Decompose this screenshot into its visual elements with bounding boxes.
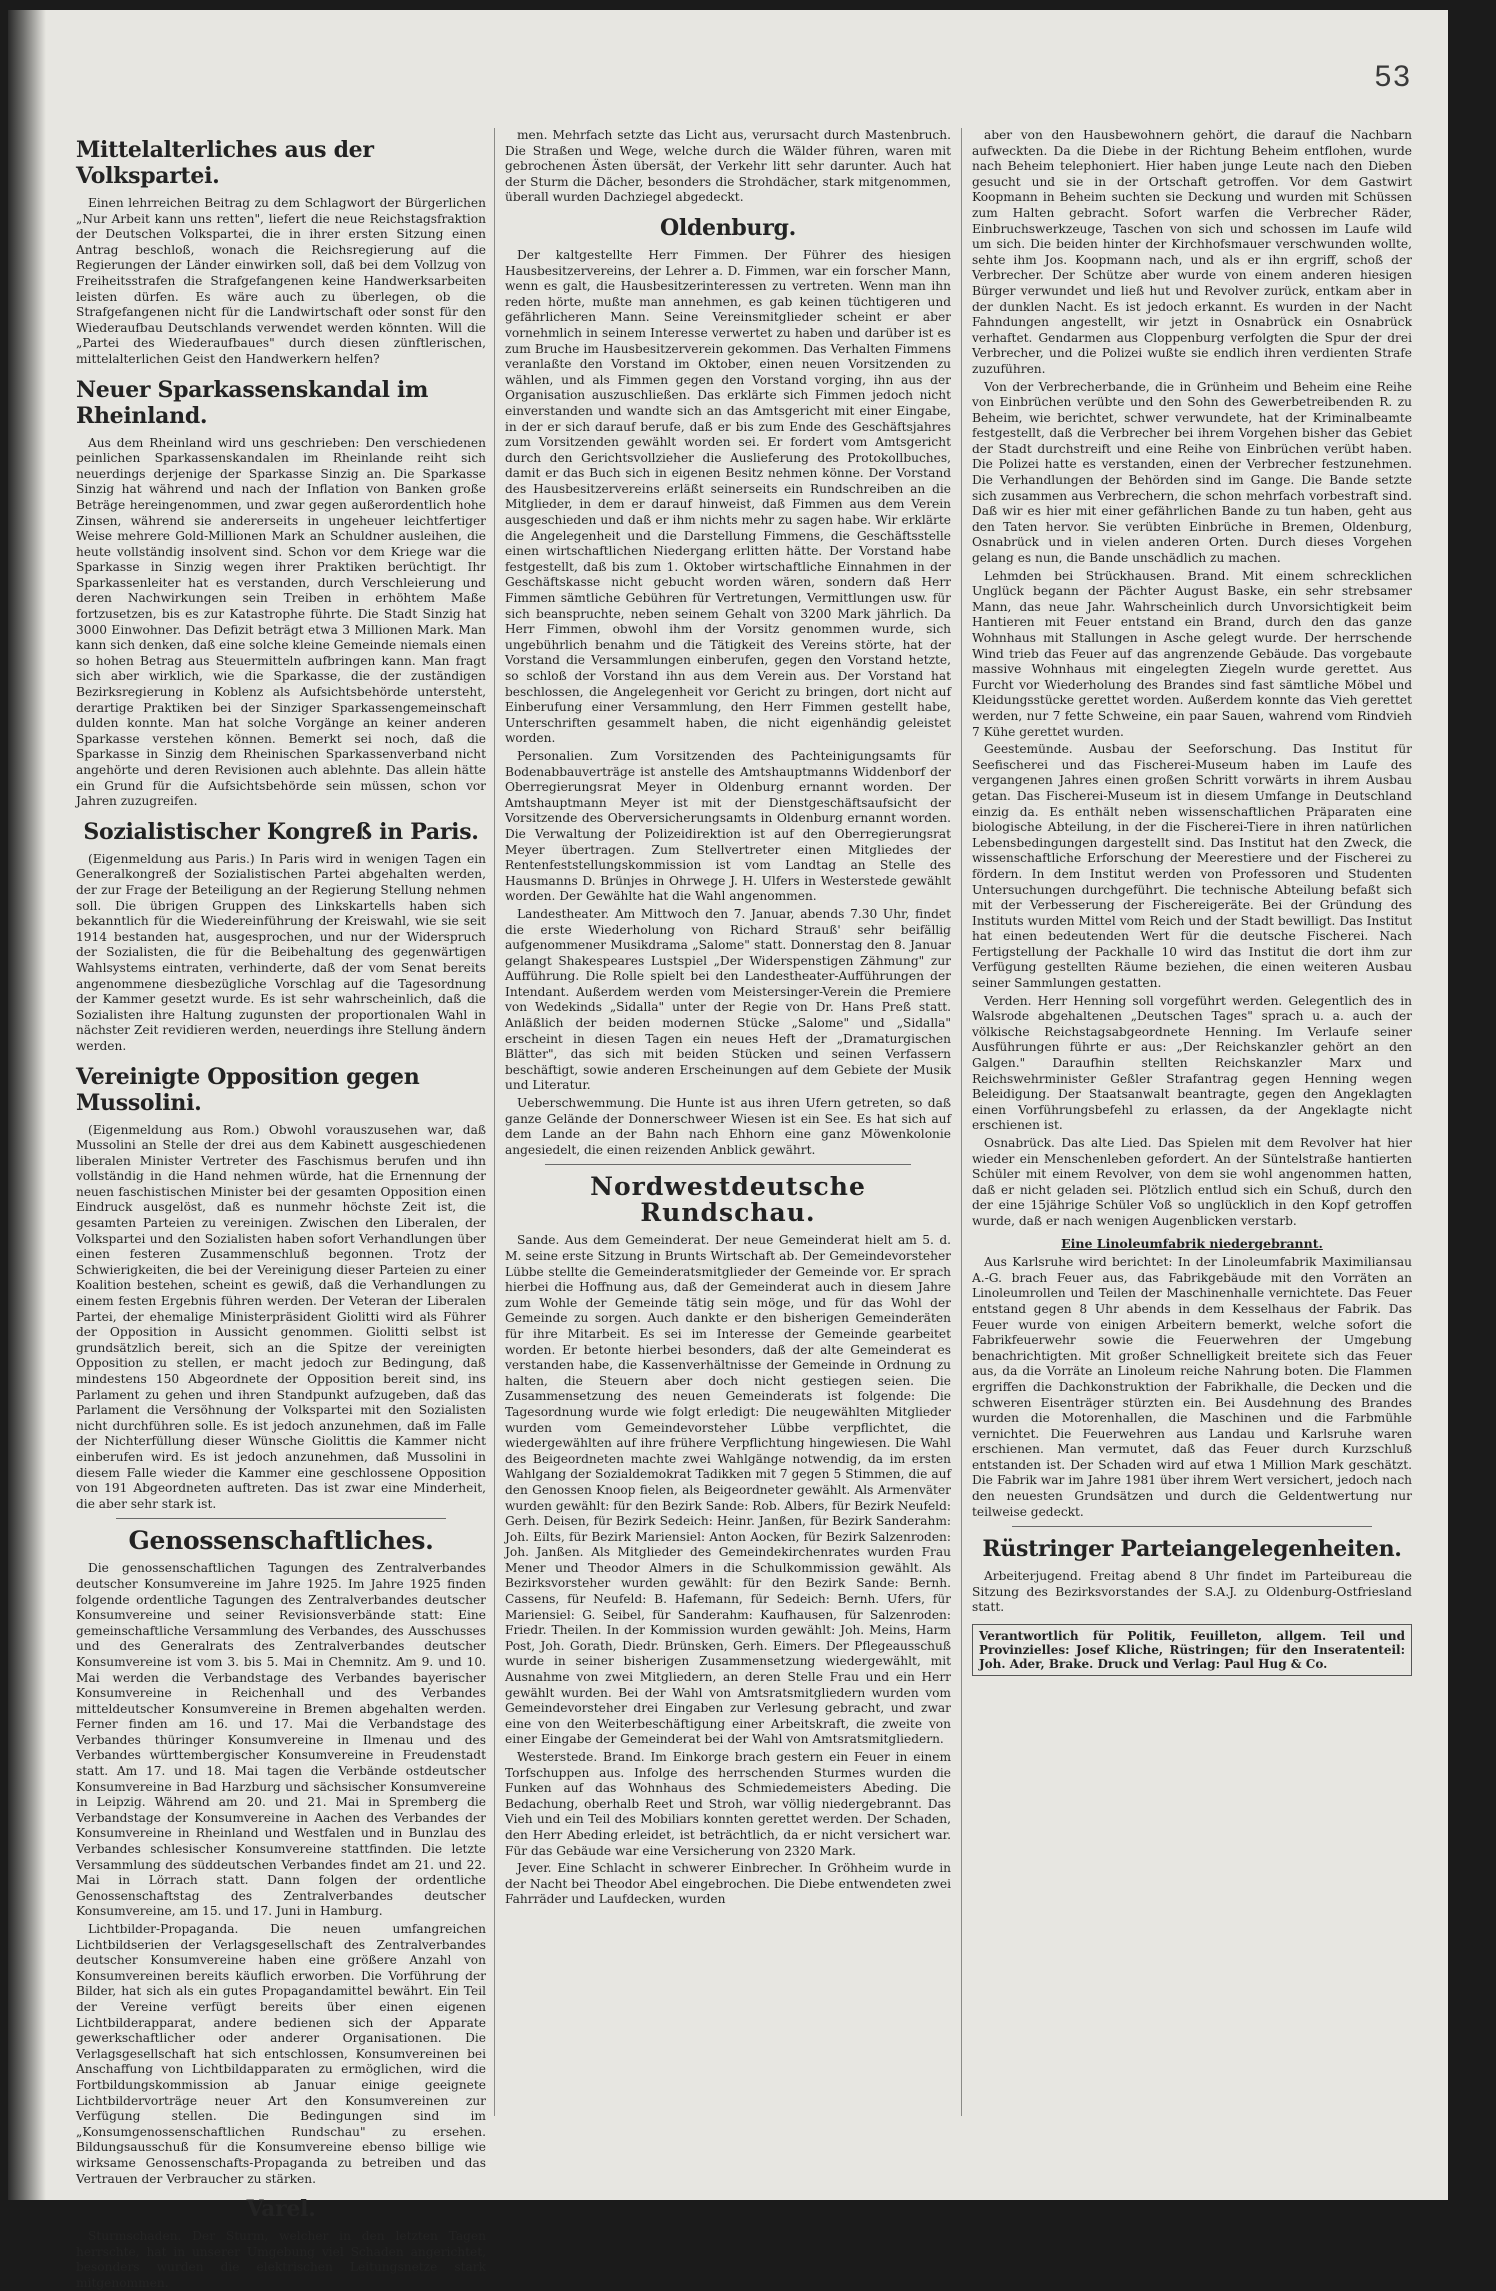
separator — [1012, 1526, 1372, 1527]
headline-linoleum: Eine Linoleumfabrik niedergebrannt. — [1061, 1235, 1323, 1251]
headline-mittelalter: Mittelalterliches aus der Volkspartei. — [76, 137, 374, 189]
page-number: 53 — [1374, 60, 1412, 93]
headline-nordwest: Nordwestdeutsche Rundschau. — [590, 1172, 866, 1228]
page-binding-edge — [8, 10, 46, 2200]
article-genossen-1: Die genossenschaftlichen Tagungen des Zentralverbandes deutscher Konsumvereine im Jahre 1925. Im Jahre 1925 finden folgende ordentliche Tagungen des Zentralverbandes deutscher Konsumvereine und seiner Revisionsverbände statt: Eine gemeinschaftliche Versammlung des Verbandes, des Ausschusses und des Generalrats des Zentralverbandes deutscher Konsumvereine ist vom 3. bis 5. Mai in Chemnitz. Am 9. und 10. Mai werden die Verbandstage des Verbandes bayerischer Konsumvereine in Reichenhall und des Verbandes mitteldeutscher Konsumvereine in Bremen abgehalten werden. Ferner finden am 16. und 17. Mai die Verbandstage des Verbandes thüringer Konsumvereine in Ilmenau und des Verbandes württembergischer Konsumvereine in Freudenstadt statt. Am 17. und 18. Mai tagen die Verbände ostdeutscher Konsumvereine in Bad Harzburg und sächsischer Konsumvereine in Leipzig. Während am 20. und 21. Mai in Spremberg die Verbandstage der Konsumvereine in Aachen des Verbandes der Konsumvereine in Rheinland und Westfalen und in Bunzlau des Verbandes schlesischer Konsumvereine stattfinden. Die letzte Versammlung des süddeutschen Verbandes findet am 21. und 22. Mai in Lörrach statt. Dann folgen der ordentliche Genossenschaftstag des Zentralverbandes deutscher Konsumvereine, am 15. und 17. Juni in Hamburg. — [76, 1561, 486, 1919]
column-2 — [505, 128, 951, 2130]
column-rule — [494, 128, 495, 2116]
headline-oldenburg: Oldenburg. — [660, 214, 796, 241]
headline-ruestringer: Rüstringer Parteiangelegenheiten. — [982, 1536, 1402, 1563]
column-1 — [76, 128, 486, 2290]
separator — [545, 1164, 911, 1165]
article-kongress: (Eigenmeldung aus Paris.) In Paris wird in wenigen Tagen ein Generalkongreß der Sozialistischen Partei abgehalten werden, der zur Frage der Beteiligung an der Regierung Stellung nehmen soll. Die übrigen Gruppen des Linkskartells haben sich bekanntlich für die Wiedereinführung der Kreiswahl, wie sie seit 1914 bestanden hat, ausgesprochen, und nur der Widerspruch der Sozialisten, die für die Beibehaltung des gegenwärtigen Wahlsystems eintraten, verhinderte, daß der vom Senat bereits angenommene diesbezügliche Vorschlag auf die Tagesordnung der Kammer gesetzt wurde. Es ist sehr wahrscheinlich, daß die Sozialisten ihre Haltung zugunsten der proportionalen Wahl in nächster Zeit revidieren werden, neuerdings ihre Stellung ändern werden. — [76, 851, 486, 1053]
article-verbrecherbande: Von der Verbrecherbande, die in Grünheim und Beheim eine Reihe von Einbrüchen verübte und den Sohn des Gewerbetreibenden R. zu Beheim, wie berichtet, schwer verwundete, hat der Kriminalbeamte festgestellt, daß die Verbrecher bei ihrem Vorgehen bisher das Gebiet der Stadt durchstreift und eine Reihe von Einbrüchen verübt haben. Die Polizei hatte es verstanden, einen der Verbrecher festzunehmen. Die Verhandlungen der Behörden sind im Gange. Die Bande setzte sich zusammen aus Verbrechern, die schon mehrfach vorbestraft sind. Daß wir es hier mit einer gefährlichen Bande zu tun haben, geht aus den Taten hervor. Sie verübten Einbrüche in Bremen, Oldenburg, Osnabrück und in vielen anderen Orten. Durch dieses Vorgehen gelang es nun, die Bande unschädlich zu machen. — [972, 379, 1412, 566]
article-westerstede: Westerstede. Brand. Im Einkorge brach gestern ein Feuer in einem Torfschuppen aus. Infolge des herrschenden Sturmes wurden die Funken auf das Wohnhaus des Schmiedemeisters Abeding. Die Bedachung, oberhalb Reet und Stroh, war völlig niedergebrannt. Das Vieh und ein Teil des Mobiliars konnten gerettet werden. Der Schaden, den Herr Abeding erleidet, ist beträchtlich, da er nicht versichert war. Für das Gebäude war eine Versicherung von 2320 Mark. — [505, 1750, 951, 1858]
article-personalien: Personalien. Zum Vorsitzenden des Pachteinigungsamts für Bodenabbauverträge ist anstelle des Amtshauptmanns Widdenborf der Oberregierungsrat Meyer in Oldenburg ernannt worden. Der Amtshauptmann Meyer ist mit der Dienstgeschäftsaufsicht der Vorsitzende des Oberversicherungsamts in Oldenburg ernannt worden. Die Verwaltung der Polizeidirektion ist auf den Oberregierungsrat Meyer übertragen. Zum Stellvertreter einen Mitgliedes der Rentenfeststellungskommission ist vom Landtag an Stelle des Hausmanns D. Brünjes in Ohrwege J. H. Ulfers in Westerstede gewählt worden. Der Gewählte hat die Wahl angenommen. — [505, 748, 951, 904]
headline-genossen: Genossenschaftliches. — [128, 1526, 434, 1556]
article-fimmen: Der kaltgestellte Herr Fimmen. Der Führer des hiesigen Hausbesitzervereins, der Lehrer a. D. Fimmen, war ein forscher Mann, wenn es galt, die Hausbesitzerinteressen zu vertreten. Wenn man ihn reden hörte, mußte man annehmen, es gab keinen tüchtigeren und gefährlicheren Mann. Seine Vereinsmitglieder scheint er aber vornehmlich in seinem Interesse verwertet zu haben und darüber ist es zum Bruche im Hausbesitzerverein gekommen. Das Verhalten Fimmens veranlaßte den Vorstand im Oktober, einen neuen Vorsitzenden zu wählen, und als Fimmen gegen den Vorstand vorging, ihn aus der Organisation auszuschließen. Das erklärte sich Fimmen jedoch nicht einverstanden und wandte sich an das Amtsgericht mit einer Eingabe, in der er sich darauf berufe, daß er bis zum Ende des Geschäftsjahres zum Vorsitzenden gewählt worden sei. Er fordert vom Amtsgericht durch den Gerichtsvollzieher die Auslieferung des Protokollbuches, damit er das Buch sich in eigenen Besitz nehmen könne. Der Vorstand des Hausbesitzervereins erläßt seinerseits ein Rundschreiben an die Mitglieder, in dem er darauf hinweist, daß Fimmen aus dem Verein ausgeschieden und daß er ihm nichts mehr zu sagen habe. Wir erklärte die Angelegenheit und die Darstellung Fimmens, die Geschäftsstelle einen wirtschaftlichen Niedergang erlitten hätte. Der Vorstand habe festgestellt, daß bis zum 1. Oktober wirtschaftliche Einnahmen in der Geschäftskasse nicht gebucht worden wären, sondern daß Herr Fimmen sämtliche Gebühren für Vertretungen, Vermittlungen usw. für sich beanspruchte, neben seinem Gehalt von 3200 Mark jährlich. Da Herr Fimmen, obwohl ihm der Vorsitz genommen wurde, sich ungebührlich benahm und die Tätigkeit des Vereins störte, hat der Vorstand die Versammlungen einberufen, gegen den Vorstand hetzte, so schloß der Vorstand ihn aus dem Verein aus. Der Vorstand hat beschlossen, die Angelegenheit vor Gericht zu bringen, dort nicht auf Einberufung einer Versammlung, den Herr Fimmen gestellt habe, Unterschriften gesammelt haben, die nicht eigenhändig geleistet worden. — [505, 247, 951, 746]
article-arbeiterjugend: Arbeiterjugend. Freitag abend 8 Uhr findet im Parteibureau die Sitzung des Bezirksvorstandes der S.A.J. zu Oldenburg-Ostfriesland statt. — [972, 1569, 1412, 1615]
article-genossen-2: Lichtbilder-Propaganda. Die neuen umfangreichen Lichtbildserien der Verlagsgesellschaft des Zentralverbandes deutscher Konsumvereine haben eine größere Anzahl von Konsumvereinen bereits käuflich erworben. Die Vorführung der Bilder, hat sich als ein gutes Propagandamittel bewährt. Ein Teil der Vereine verfügt bereits über einen eigenen Lichtbilderapparat, andere bedienen sich der Apparate gewerkschaftlicher oder anderer Organisationen. Die Verlagsgesellschaft hat sich entschlossen, Konsumvereinen bei Anschaffung von Lichtbildapparaten zu ermöglichen, wird die Fortbildungskommission ab Januar einige geeignete Lichtbildervorträge neuer Art den Konsumvereinen zur Verfügung stellen. Die Bedingungen sind im „Konsumgenossenschaftlichen Rundschau" zu ersehen. Bildungsausschuß für die Konsumvereine ebenso billige wie wirksame Genossenschafts-Propaganda zu betreiben und das Vertrauen der Verbraucher zu stärken. — [76, 1922, 486, 2186]
article-sparkasse: Aus dem Rheinland wird uns geschrieben: Den verschiedenen peinlichen Sparkassenskandalen im Rheinlande reiht sich neuerdings derjenige der Sparkasse Sinzig an. Die Sparkasse Sinzig hat während und nach der Inflation von Banken große Beträge hereingenommen, und zwar gegen außerordentlich hohe Zinsen, während sie andererseits in ungeheuer leichtfertiger Weise mehrere Gold-Millionen Mark an Schuldner ausleihen, die heute vollständig insolvent sind. Schon vor dem Kriege war die Sparkasse in Sinzig wegen ihrer Praktiken berüchtigt. Ihr Sparkassenleiter hat es verstanden, durch Verschleierung und deren Nachwirkungen sein Treiben in erhöhtem Maße fortzusetzen, bis es zur Katastrophe führte. Die Stadt Sinzig hat 3000 Einwohner. Das Defizit beträgt etwa 3 Millionen Mark. Man kann sich denken, daß eine solche kleine Gemeinde niemals einen so hohen Betrag aus Steuermitteln aufbringen kann. Man fragt sich aber wirklich, wie die Sparkasse, die der zuständigen Bezirksregierung in Koblenz als Aufsichtsbehörde untersteht, derartige Praktiken bei der Sinziger Sparkassengemeinschaft dulden konnte. Man hat solche Vorgänge an keiner anderen Sparkasse verstehen können. Bemerkt sei noch, daß die Sparkasse in Sinzig dem Rheinischen Sparkassenverband nicht angehörte und deren Revisionen auch ablehnte. Das allein hätte ein Grund für die Aufsichtsbehörde sein müssen, schon vor Jahren zuzugreifen. — [76, 435, 486, 809]
headline-kongress: Sozialistischer Kongreß in Paris. — [83, 818, 479, 845]
headline-opposition: Vereinigte Opposition gegen Mussolini. — [76, 1063, 420, 1116]
headline-varel: Varel. — [246, 2196, 316, 2223]
article-landestheater: Landestheater. Am Mittwoch den 7. Januar, abends 7.30 Uhr, findet die erste Wiederholung von Richard Strauß' sehr beifällig aufgenommener Musikdrama „Salome" statt. Donnerstag den 8. Januar gelangt Shakespeares Lustspiel „Der Widerspenstigen Zähmung" zur Aufführung. Die Rolle spielt bei den Landestheater-Aufführungen der Intendant. Außerdem werden vom Meistersinger-Verein die Premiere von Wedekinds „Sidalla" unter der Regie von Dr. Hans Preß statt. Anläßlich der beiden modernen Stücke „Salome" und „Sidalla" erscheint in diesen Tagen ein neues Heft der „Dramaturgischen Blätter", das sich mit beiden Stücken und seinen Verfassern beschäftigt, sowie anderen Erscheinungen auf dem Gebiete der Musik und Literatur. — [505, 906, 951, 1093]
article-sturm-continued: men. Mehrfach setzte das Licht aus, verursacht durch Mastenbruch. Die Straßen und Wege, welche durch die Wälder führen, waren mit gebrochenen Ästen übersät, der Verkehr litt sehr darunter. Auch hat der Sturm die Dächer, besonders die Strohdächer, stark mitgenommen, überall wurden Dachziegel abgedeckt. — [505, 128, 951, 205]
article-opposition: (Eigenmeldung aus Rom.) Obwohl vorauszusehen war, daß Mussolini an Stelle der drei aus dem Kabinett ausgeschiedenen liberalen Minister Vertreter des Faschismus berufen und ihn vollständig in die Hand nehmen würde, hat die Ernennung der neuen faschistischen Minister bei der gesamten Opposition einen Eindruck ausgelöst, daß es nunmehr höchste Zeit ist, die gesamten Parteien zu vereinigen. Zwischen den Liberalen, der Volkspartei und den Sozialisten haben sofort Verhandlungen über einen festeren Zusammenschluß begonnen. Trotz der Schwierigkeiten, die bei der Vereinigung dieser Parteien zu einer Koalition bestehen, scheint es gewiß, daß die Verhandlungen zu einem festen Ergebnis führen werden. Der Veteran der Liberalen Partei, der ehemalige Ministerpräsident Giolitti wird als Führer der Opposition in Aussicht genommen. Giolitti selbst ist grundsätzlich bereit, sich an die Spitze der vereinigten Opposition zu stellen, er macht jedoch zur Bedingung, daß mindestens 150 Abgeordnete der Opposition bereit sind, ins Parlament zu gehen und ihren Standpunkt aufzugeben, daß das Parlament die Versöhnung der Volkspartei mit den Sozialisten nicht durchführen solle. Es ist jedoch anzunehmen, daß im Falle der Nichterfüllung dieser Wünsche Giolittis die Kammer nicht einberufen wird. Es ist jedoch anzunehmen, daß Mussolini in diesem Falle wieder die Kammer eine geschlossene Opposition von 191 Abgeordneten auftreten. Das ist zwar eine Minderheit, die aber sehr stark ist. — [76, 1122, 486, 1511]
article-geestemuende: Geestemünde. Ausbau der Seeforschung. Das Institut für Seefischerei und das Fischerei-Museum haben im Laufe des vergangenen Jahres einen großen Schritt vorwärts in ihrem Ausbau getan. Das Fischerei-Museum ist in diesem Umfange in Deutschland einzig da. Es enthält neben wissenschaftlichen Präparaten eine biologische Abteilung, in der die Fischerei-Tiere in ihren natürlichen Lebensbedingungen dargestellt sind. Das Institut hat den Zweck, die wissenschaftliche Erforschung der Meerestiere und der Fischerei zu fördern. In dem Institut werden von Professoren und Studenten Untersuchungen durchgeführt. Die technische Abteilung befaßt sich mit der Verbesserung der Fischereigeräte. Bei der Gründung des Instituts wurden Mittel vom Reich und der Stadt bewilligt. Das Institut hat einen bedeutenden Wert für die deutsche Fischerei. Nach Fertigstellung der Packhalle 10 wird das Institut die dort ihm zur Verfügung gestellten Räume beziehen, die einen weiteren Ausbau seiner Sammlungen gestatten. — [972, 742, 1412, 991]
article-linoleum: Aus Karlsruhe wird berichtet: In der Linoleumfabrik Maximiliansau A.-G. brach Feuer aus, das Fabrikgebäude mit den Vorräten an Linoleumrollen und Teilen der Maschinenhalle vernichtete. Das Feuer entstand gegen 8 Uhr abends in dem Kesselhaus der Fabrik. Das Feuer wurde von einigen Arbeitern bemerkt, welche sofort die Fabrikfeuerwehr sowie die Feuerwehren der Umgebung benachrichtigten. Mit großer Schnelligkeit breitete sich das Feuer aus, da die Vorräte an Linoleum reiche Nahrung boten. Die Flammen ergriffen die Dachkonstruktion der Fabrikhalle, die Decken und die schweren Eisenträger stürzten ein. Bei Ausdehnung des Brandes wurden die Motorenhallen, die Maschinen und die Farbmühle vernichtet. Die Feuerwehren aus Landau und Karlsruhe waren erschienen. Man vermutet, daß das Feuer durch Kurzschluß entstanden ist. Der Schaden wird auf etwa 1 Million Mark geschätzt. Die Fabrik war im Jahre 1981 über ihrem Wert versichert, jedoch nach den neuesten Grundsätzen und durch die Geldentwertung nur teilweise gedeckt. — [972, 1255, 1412, 1519]
article-osnabrueck: Osnabrück. Das alte Lied. Das Spielen mit dem Revolver hat hier wieder ein Menschenleben gefordert. An der Süntelstraße hantierten Schüler mit einem Revolver, von dem sie wohl angenommen hatten, daß er nicht geladen sei. Plötzlich entlud sich ein Schuß, durch den der eine 15jährige Schüler Voß so unglücklich in den Kopf getroffen wurde, daß er nach wenigen Augenblicken verstarb. — [972, 1136, 1412, 1228]
article-jever: Jever. Eine Schlacht in schwerer Einbrecher. In Gröhheim wurde in der Nacht bei Theodor Abel eingebrochen. Die Diebe entwendeten zwei Fahrräder und Laufdecken, wurden — [505, 1861, 951, 1907]
article-verden: Verden. Herr Henning soll vorgeführt werden. Gelegentlich des in Walsrode abgehaltenen „Deutschen Tages" sprach u. a. auch der völkische Reichstagsabgeordnete Henning. Im Verlaufe seiner Ausführungen führte er aus: „Der Reichskanzler gehört an den Galgen." Daraufhin stellten Reichskanzler Marx und Reichswehrminister Geßler Strafantrag gegen Henning wegen Beleidigung. Der Staatsanwalt beantragte, gegen den Angeklagten einen Vorführungsbefehl zu erlassen, da der Angeklagte nicht erschienen ist. — [972, 993, 1412, 1133]
imprint-box: Verantwortlich für Politik, Feuilleton, allgem. Teil und Provinzielles: Josef Kliche, Rüstringen; für den Inseratenteil: Joh. Ader, Brake. Druck und Verlag: Paul Hug & Co. — [972, 1624, 1412, 1676]
headline-sparkasse: Neuer Sparkassenskandal im Rheinland. — [76, 376, 429, 429]
article-lehmden: Lehmden bei Strückhausen. Brand. Mit einem schrecklichen Unglück begann der Pächter August Baske, ein sehr strebsamer Mann, das neue Jahr. Wahrscheinlich durch Unvorsichtigkeit beim Hantieren mit Feuer entstand ein Brand, durch den das ganze Wohnhaus mit Stallungen in Asche gelegt wurde. Der herrschende Wind trieb das Feuer auf das angrenzende Gebäude. Das vorgebaute massive Wohnhaus mit eingelegten Ziegeln wurde gerettet. Aus Furcht vor Wiederholung des Brandes sind fast sämtliche Möbel und Kleidungsstücke gerettet worden. Außerdem konnte das Vieh gerettet werden, nur 7 fette Schweine, ein paar Sauen, wahrend vom Rindvieh 7 Kühe gerettet wurden. — [972, 568, 1412, 739]
article-mittelalter: Einen lehrreichen Beitrag zu dem Schlagwort der Bürgerlichen „Nur Arbeit kann uns retten", liefert die neue Reichstagsfraktion der Deutschen Volkspartei, die in ihrer ersten Sitzung einen Antrag beschloß, wonach die Reichsregierung auf die Regierungen der Länder einwirken soll, daß bei dem Vollzug von Freiheitsstrafen die Strafgefangenen keine Handwerksarbeiten leisten dürfen. Es wäre auch zu überlegen, ob die Strafgefangenen nicht für die Landwirtschaft oder sonst für den Wiederaufbau Deutschlands verwendet werden könnten. Will die „Partei des Wiederaufbaues" durch diesen zünftlerischen, mittelalterlichen Geist den Handwerkern helfen? — [76, 196, 486, 366]
separator — [116, 1518, 446, 1519]
article-einbruch-continued: aber von den Hausbewohnern gehört, die darauf die Nachbarn aufweckten. Da die Diebe in der Richtung Beheim entflohen, wurde nach Beheim telephoniert. Hier haben junge Leute nach den Dieben gesucht und sie in der Ortschaft getroffen. Vor dem Gastwirt Koopmann in Beheim suchten sie Deckung und wurden mit Schüssen zum Halten gebracht. Sofort warfen die Verbrecher Räder, Einbruchswerkzeuge, Taschen von sich und schossen im Laufe wild um sich. Die beiden hinter der Kirchhofsmauer verschwunden wollte, sehte ihm Jos. Koopmann nach, und als er ihn ergriff, schoß der Verbrecher. Der Schütze aber wurde von einem anderen hiesigen Bürger verwundet und ließ hut und Revolver zurück, entkam aber in der dunklen Nacht. Es ist jedoch erkannt. Es wurden in der Nacht Fahndungen angestellt, wir jetzt in Osnabrück ein Osnabrück verhaftet. Gendarmen aus Cloppenburg verfolgten die Spur der drei Verbrecher, und die Polizei wußte sie endlich ihren verdienten Strafe zuzuführen. — [972, 128, 1412, 376]
article-ueberschwemmung: Ueberschwemmung. Die Hunte ist aus ihren Ufern getreten, so daß ganze Gelände der Donnerschweer Wiesen ist ein See. Es hat sich auf dem Lande an der Bahn nach Ehhorn eine ganz Möwenkolonie angesiedelt, die einen reizenden Anblick gewährt. — [505, 1096, 951, 1157]
column-rule — [961, 128, 962, 2116]
column-3 — [972, 128, 1412, 2130]
article-sande: Sande. Aus dem Gemeinderat. Der neue Gemeinderat hielt am 5. d. M. seine erste Sitzung in Brunts Wirtschaft ab. Der Gemeindevorsteher Lübbe stellte die Gemeinderatsmitglieder der Gemeinde vor. Er sprach hierbei die Hoffnung aus, daß der Gemeinderat auch in diesem Jahre zum Wohle der Gemeinde tätig sein möge, und für das Wohl der Gemeinde zu sorgen. Auch dankte er den bisherigen Gemeinderäten für ihre Mitarbeit. Es sei im Interesse der Gemeinde gearbeitet worden. Er betonte hierbei besonders, daß der alte Gemeinderat es verstanden habe, die Kassenverhältnisse der Gemeinde in Ordnung zu halten, die Steuern aber doch nicht gestiegen seien. Die Zusammensetzung des neuen Gemeinderats ist folgende: Die Tagesordnung wurde wie folgt erledigt: Die neugewählten Mitglieder wurden vom Gemeindevorsteher Lübbe verpflichtet, die wiedergewählten auf ihre frühere Verpflichtung hingewiesen. Die Wahl des Beigeordneten machte zwei Wahlgänge notwendig, da im ersten Wahlgang der Sozialdemokrat Tadikken mit 7 gegen 5 Stimmen, die auf den Genossen Knoop fielen, als Beigeordneter gewählt. Als Armenväter wurden gewählt: für den Bezirk Sande: Rob. Albers, für Bezirk Neufeld: Gerh. Deisen, für Bezirk Sedeich: Heinr. Janßen, für Bezirk Sanderahm: Joh. Eilts, für Bezirk Mariensiel: Anton Aocken, für Bezirk Salzenroden: Joh. Janßen. Als Mitglieder des Gemeindekirchenrates wurden Frau Mener und Theodor Almers in die Schulkommission gewählt. Als Bezirksvorsteher wurden gewählt: für den Bezirk Sande: Bernh. Cassens, für Neufeld: B. Hafemann, für Sedeich: Bernh. Ufers, für Mariensiel: G. Seibel, für Sanderahm: Kaufhausen, für Salzenroden: Friedr. Theilen. In der Kommission wurden gewählt: Joh. Meins, Harm Post, Joh. Gorath, Diedr. Brünsken, Gerh. Eimers. Der Pflegeausschuß wurde in seiner bisherigen Zusammensetzung wiedergewählt, mit Ausnahme von zwei Mitgliedern, an deren Stelle Frau und ein Herr gewählt wurden. Bei der Wahl von Amtsratsmitgliedern wurden vom Gemeindevorsteher drei Eingaben zur Verlesung gebracht, und zwar eine von den Weiterbeschäftigung einer Arbeitskraft, die zweite von einer Eingabe der Gemeinderat bei der Wahl von Amtsratsmitgliedern. — [505, 1233, 951, 1747]
article-varel: Sturmschaden. Der Sturm, welcher in den letzten Tagen herrschte, hat in unserer Umgebung viel Schaden angerichtet, besonders wurden die elektrischen Leitungsnetze stark mitgenommen. — [76, 2229, 486, 2290]
newspaper-page — [8, 10, 1448, 2290]
